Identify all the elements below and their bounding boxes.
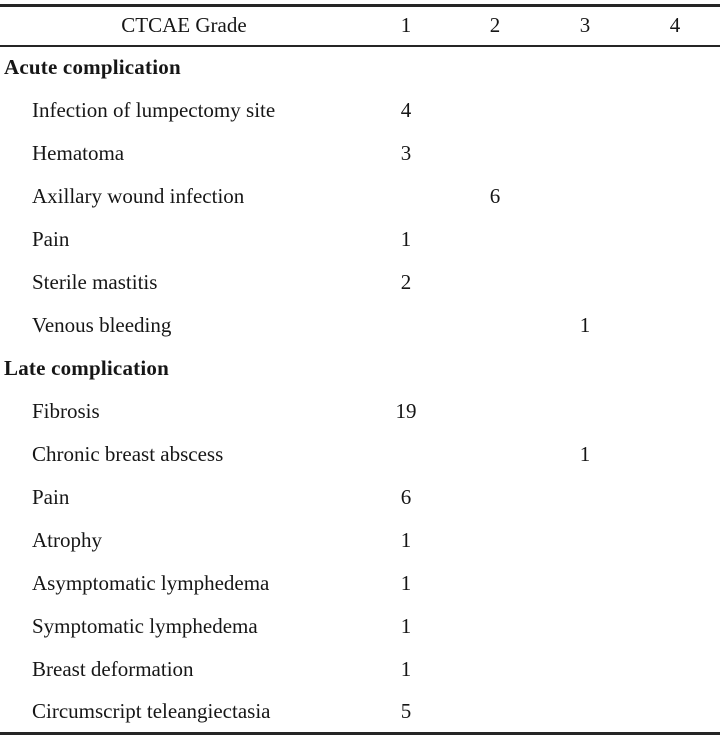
table-header-row <box>0 6 720 46</box>
grade-2-cell <box>450 46 540 89</box>
grade-2-cell <box>450 691 540 734</box>
table-row-pain-acute <box>0 218 720 261</box>
grade-3-cell <box>540 347 630 390</box>
table-row-venous-bleeding <box>0 304 720 347</box>
grade-2-cell <box>450 132 540 175</box>
grade-1-cell: 5 <box>400 698 412 723</box>
grade-2-cell <box>450 261 540 304</box>
grade-2-cell: 6 <box>489 183 501 208</box>
grade-2-cell <box>450 218 540 261</box>
grade-4-cell <box>630 691 720 734</box>
grade-3-cell <box>540 605 630 648</box>
row-label: Chronic breast abscess <box>32 441 224 466</box>
grade-1-cell: 1 <box>400 656 412 681</box>
section-row-late-complication <box>0 347 720 390</box>
grade-2-cell <box>450 562 540 605</box>
grade-1-cell <box>362 175 450 218</box>
grade-3-cell <box>540 476 630 519</box>
row-label: Atrophy <box>32 527 102 552</box>
grade-4-cell <box>630 46 720 89</box>
grade-4-cell <box>630 648 720 691</box>
grade-2-cell <box>450 304 540 347</box>
grade-3-cell <box>540 519 630 562</box>
grade-1-cell <box>362 304 450 347</box>
grade-2-cell <box>450 476 540 519</box>
grade-4-cell <box>630 89 720 132</box>
grade-2-cell <box>450 433 540 476</box>
grade-4-cell <box>630 562 720 605</box>
grade-1-cell <box>362 46 450 89</box>
grade-3-cell <box>540 89 630 132</box>
row-label: Axillary wound infection <box>32 183 245 208</box>
grade-4-cell <box>630 476 720 519</box>
table-row-hematoma <box>0 132 720 175</box>
grade-1-cell: 1 <box>400 613 412 638</box>
grade-3-cell <box>540 218 630 261</box>
grade-2-cell <box>450 519 540 562</box>
table-row-breast-deformation <box>0 648 720 691</box>
grade-3-cell <box>540 390 630 433</box>
row-label: Fibrosis <box>32 398 100 423</box>
table-row-atrophy <box>0 519 720 562</box>
grade-1-cell: 1 <box>400 226 412 251</box>
row-label: Circumscript teleangiectasia <box>32 698 271 723</box>
table-row-asymptomatic-lymphedema <box>0 562 720 605</box>
grade-4-cell <box>630 261 720 304</box>
section-label: Acute complication <box>4 55 181 79</box>
header-grade-2: 2 <box>489 13 501 38</box>
grade-1-cell: 1 <box>400 527 412 552</box>
grade-1-cell: 6 <box>400 484 412 509</box>
grade-1-cell <box>362 433 450 476</box>
table-row-infection-of-lumpectomy-site <box>0 89 720 132</box>
header-ctcae-grade: CTCAE Grade <box>121 13 247 38</box>
row-label: Venous bleeding <box>32 312 172 337</box>
grade-2-cell <box>450 347 540 390</box>
grade-3-cell <box>540 175 630 218</box>
section-label: Late complication <box>4 355 169 380</box>
row-label: Infection of lumpectomy site <box>32 97 276 122</box>
grade-4-cell <box>630 390 720 433</box>
table-row-chronic-breast-abscess <box>0 433 720 476</box>
table-row-symptomatic-lymphedema <box>0 605 720 648</box>
row-label: Sterile mastitis <box>32 269 158 294</box>
grade-4-cell <box>630 519 720 562</box>
grade-2-cell <box>450 390 540 433</box>
table-row-sterile-mastitis <box>0 261 720 304</box>
grade-4-cell <box>630 132 720 175</box>
row-label: Breast deformation <box>32 656 194 681</box>
grade-2-cell <box>450 605 540 648</box>
header-grade-4: 4 <box>669 13 681 38</box>
grade-3-cell <box>540 648 630 691</box>
row-label: Pain <box>32 484 70 509</box>
row-label: Symptomatic lymphedema <box>32 613 258 638</box>
grade-1-cell <box>362 347 450 390</box>
table-row-pain-late <box>0 476 720 519</box>
table-row-axillary-wound-infection <box>0 175 720 218</box>
table-row-circumscript-teleangiectasia <box>0 691 720 734</box>
table-row-fibrosis <box>0 390 720 433</box>
grade-1-cell: 4 <box>400 97 412 122</box>
row-label: Pain <box>32 226 70 251</box>
grade-1-cell: 1 <box>400 570 412 595</box>
grade-4-cell <box>630 304 720 347</box>
grade-2-cell <box>450 648 540 691</box>
grade-2-cell <box>450 89 540 132</box>
grade-3-cell: 1 <box>579 312 591 337</box>
header-grade-1: 1 <box>400 13 412 38</box>
grade-4-cell <box>630 218 720 261</box>
grade-3-cell <box>540 132 630 175</box>
grade-3-cell <box>540 261 630 304</box>
row-label: Asymptomatic lymphedema <box>32 570 270 595</box>
header-grade-3: 3 <box>579 13 591 38</box>
grade-4-cell <box>630 605 720 648</box>
grade-3-cell <box>540 562 630 605</box>
section-row-acute-complication <box>0 46 720 89</box>
row-label: Hematoma <box>32 140 125 165</box>
grade-1-cell: 19 <box>395 398 417 423</box>
grade-3-cell <box>540 691 630 734</box>
grade-1-cell: 3 <box>400 140 412 165</box>
grade-1-cell: 2 <box>400 269 412 294</box>
grade-3-cell <box>540 46 630 89</box>
grade-4-cell <box>630 433 720 476</box>
grade-4-cell <box>630 175 720 218</box>
grade-3-cell: 1 <box>579 441 591 466</box>
ctcae-grade-table <box>0 4 720 735</box>
grade-4-cell <box>630 347 720 390</box>
